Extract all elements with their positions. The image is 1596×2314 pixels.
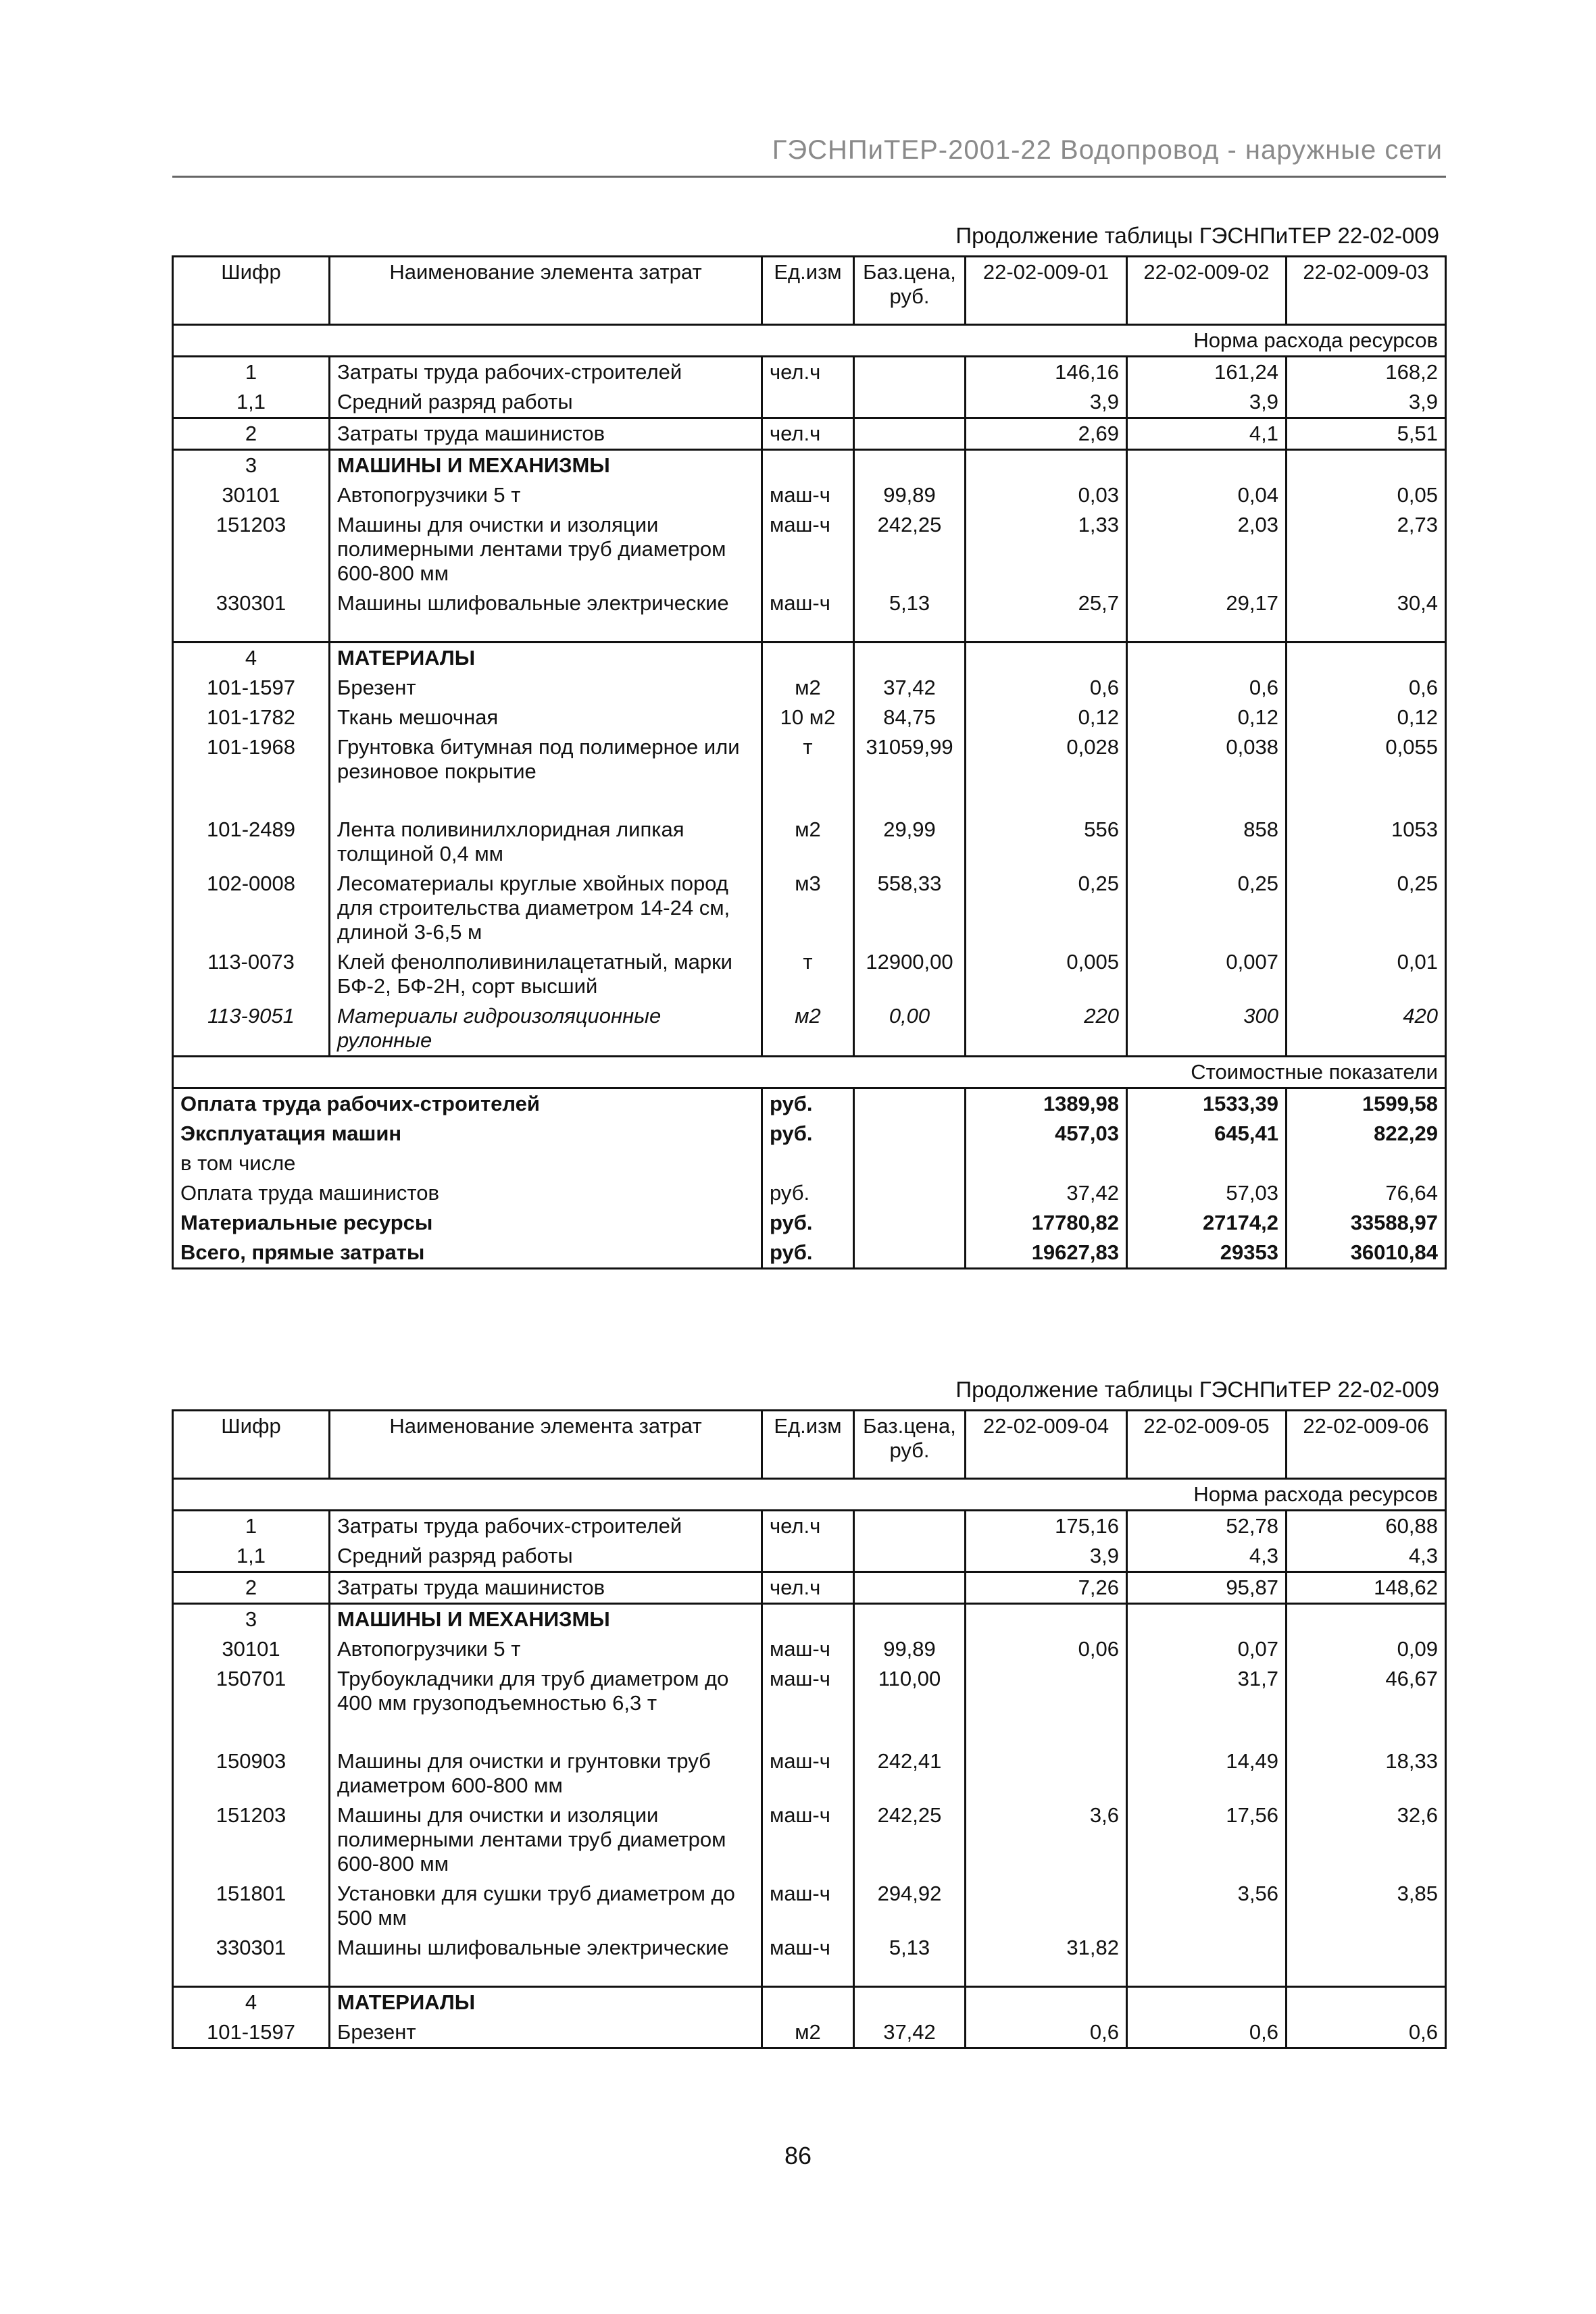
row-value-3: 0,25	[1287, 869, 1446, 947]
row-unit: маш-ч	[762, 510, 854, 588]
row-value-1: 175,16	[966, 1511, 1127, 1542]
row-name: Затраты труда рабочих-строителей	[330, 1511, 762, 1542]
cost-row	[173, 1149, 1446, 1178]
row-value-2: 300	[1127, 1001, 1287, 1057]
row-code: 113-0073	[173, 947, 330, 1001]
table-row	[173, 1801, 1446, 1879]
table-row	[173, 1511, 1446, 1542]
row-value-3: 2,73	[1287, 510, 1446, 588]
row-price	[854, 1572, 966, 1604]
cost-unit: руб.	[762, 1238, 854, 1269]
row-unit	[762, 387, 854, 418]
row-unit: чел.ч	[762, 357, 854, 388]
row-value-1: 0,03	[966, 480, 1127, 510]
row-name: Средний разряд работы	[330, 1541, 762, 1572]
running-header: ГЭСНПиТЕР-2001-22 Водопровод - наружные сети	[772, 135, 1443, 165]
row-name: Установки для сушки труб диаметром до 500 мм	[330, 1879, 762, 1933]
row-value-2: 0,007	[1127, 947, 1287, 1001]
row-price: 5,13	[854, 588, 966, 643]
row-price: 12900,00	[854, 947, 966, 1001]
row-code: 101-1597	[173, 2017, 330, 2048]
table-row	[173, 869, 1446, 947]
table-row	[173, 510, 1446, 588]
row-name: Затраты труда рабочих-строителей	[330, 357, 762, 388]
row-value-1: 3,9	[966, 1541, 1127, 1572]
row-code: 102-0008	[173, 869, 330, 947]
row-unit: т	[762, 947, 854, 1001]
header-price: Баз.цена, руб.	[854, 1411, 966, 1479]
row-name: Машины шлифовальные электрические	[330, 1933, 762, 1987]
row-code: 101-1968	[173, 732, 330, 815]
row-name: Брезент	[330, 2017, 762, 2048]
row-value-2: 0,038	[1127, 732, 1287, 815]
row-price: 31059,99	[854, 732, 966, 815]
cost-value-2: 29353	[1127, 1238, 1287, 1269]
row-value-3: 148,62	[1287, 1572, 1446, 1604]
row-value-2: 29,17	[1127, 588, 1287, 643]
row-value-2: 52,78	[1127, 1511, 1287, 1542]
row-price: 37,42	[854, 2017, 966, 2048]
cost-value-3: 1599,58	[1287, 1088, 1446, 1120]
row-code: 1,1	[173, 1541, 330, 1572]
row-name: Брезент	[330, 673, 762, 703]
row-value-3	[1287, 1933, 1446, 1987]
table2	[172, 1409, 1447, 2049]
table-row	[173, 418, 1446, 450]
table-row	[173, 1664, 1446, 1746]
row-value-2: 0,12	[1127, 703, 1287, 732]
row-value-3: 3,9	[1287, 387, 1446, 418]
header-code-6: 22-02-009-06	[1287, 1411, 1446, 1479]
row-value-2: 0,04	[1127, 480, 1287, 510]
row-value-2: 0,6	[1127, 673, 1287, 703]
row-code: 3	[173, 1604, 330, 1635]
cost-value-1: 17780,82	[966, 1208, 1127, 1238]
row-price	[854, 1511, 966, 1542]
row-value-2	[1127, 1933, 1287, 1987]
table-row	[173, 588, 1446, 643]
row-value-1: 3,9	[966, 387, 1127, 418]
row-code: 101-1597	[173, 673, 330, 703]
row-value-2: 17,56	[1127, 1801, 1287, 1879]
cost-value-2: 645,41	[1127, 1119, 1287, 1149]
cost-value-1: 1389,98	[966, 1088, 1127, 1120]
table-row	[173, 1634, 1446, 1664]
header-code-3: 22-02-009-03	[1287, 257, 1446, 325]
header-name: Наименование элемента затрат	[330, 257, 762, 325]
cost-value-3: 822,29	[1287, 1119, 1446, 1149]
row-price: 558,33	[854, 869, 966, 947]
section-title: МАТЕРИАЛЫ	[330, 643, 762, 674]
cost-unit: руб.	[762, 1088, 854, 1120]
row-value-1: 0,028	[966, 732, 1127, 815]
cost-name: Эксплуатация машин	[173, 1119, 762, 1149]
row-code: 1	[173, 357, 330, 388]
row-value-3: 168,2	[1287, 357, 1446, 388]
row-code: 4	[173, 643, 330, 674]
row-name: Клей фенолполивинилацетатный, марки БФ-2, БФ-2Н, сорт высший	[330, 947, 762, 1001]
table-row	[173, 815, 1446, 869]
row-name: Машины шлифовальные электрические	[330, 588, 762, 643]
row-price: 0,00	[854, 1001, 966, 1057]
row-value-1: 7,26	[966, 1572, 1127, 1604]
row-unit: маш-ч	[762, 1634, 854, 1664]
row-code: 3	[173, 450, 330, 481]
row-value-1	[966, 1664, 1127, 1746]
row-value-1: 0,6	[966, 673, 1127, 703]
cost-label: Стоимостные показатели	[173, 1057, 1446, 1088]
cost-value-1: 37,42	[966, 1178, 1127, 1208]
row-code: 150903	[173, 1746, 330, 1801]
norm-label-row	[173, 1479, 1446, 1511]
row-price: 5,13	[854, 1933, 966, 1987]
row-name: Автопогрузчики 5 т	[330, 1634, 762, 1664]
row-unit: маш-ч	[762, 1664, 854, 1746]
section-row	[173, 1987, 1446, 2018]
row-unit: т	[762, 732, 854, 815]
row-value-3: 5,51	[1287, 418, 1446, 450]
section-title: МАТЕРИАЛЫ	[330, 1987, 762, 2018]
row-price: 110,00	[854, 1664, 966, 1746]
row-unit	[762, 1541, 854, 1572]
row-value-1: 2,69	[966, 418, 1127, 450]
cost-name: в том числе	[173, 1149, 762, 1178]
cost-value-2: 27174,2	[1127, 1208, 1287, 1238]
cost-value-2: 1533,39	[1127, 1088, 1287, 1120]
row-code: 101-2489	[173, 815, 330, 869]
row-name: Средний разряд работы	[330, 387, 762, 418]
row-code: 4	[173, 1987, 330, 2018]
row-unit: маш-ч	[762, 588, 854, 643]
row-value-3: 0,01	[1287, 947, 1446, 1001]
cost-unit: руб.	[762, 1119, 854, 1149]
row-code: 30101	[173, 1634, 330, 1664]
row-price: 99,89	[854, 1634, 966, 1664]
table-row	[173, 732, 1446, 815]
header-code: Шифр	[173, 1411, 330, 1479]
row-code: 101-1782	[173, 703, 330, 732]
row-price: 84,75	[854, 703, 966, 732]
row-code: 30101	[173, 480, 330, 510]
row-value-3: 1053	[1287, 815, 1446, 869]
cost-row	[173, 1238, 1446, 1269]
table1-header-row	[173, 257, 1446, 325]
header-code: Шифр	[173, 257, 330, 325]
section-row	[173, 643, 1446, 674]
header-code-2: 22-02-009-02	[1127, 257, 1287, 325]
row-value-2: 0,6	[1127, 2017, 1287, 2048]
row-value-1: 31,82	[966, 1933, 1127, 1987]
row-value-3: 18,33	[1287, 1746, 1446, 1801]
row-price: 242,25	[854, 510, 966, 588]
row-name: Машины для очистки и изоляции полимерными лентами труб диаметром 600-800 мм	[330, 1801, 762, 1879]
cost-name: Всего, прямые затраты	[173, 1238, 762, 1269]
row-code: 1	[173, 1511, 330, 1542]
header-unit: Ед.изм	[762, 1411, 854, 1479]
row-name: Машины для очистки и изоляции полимерными лентами труб диаметром 600-800 мм	[330, 510, 762, 588]
header-price: Баз.цена, руб.	[854, 257, 966, 325]
cost-row	[173, 1088, 1446, 1120]
row-name: Автопогрузчики 5 т	[330, 480, 762, 510]
row-value-3: 30,4	[1287, 588, 1446, 643]
row-name: Затраты труда машинистов	[330, 1572, 762, 1604]
row-unit: маш-ч	[762, 1801, 854, 1879]
section-row	[173, 450, 1446, 481]
row-value-2: 3,9	[1127, 387, 1287, 418]
row-value-3: 420	[1287, 1001, 1446, 1057]
row-code: 151801	[173, 1879, 330, 1933]
row-value-2: 14,49	[1127, 1746, 1287, 1801]
row-value-1: 0,6	[966, 2017, 1127, 2048]
cost-value-3: 33588,97	[1287, 1208, 1446, 1238]
table-row	[173, 947, 1446, 1001]
row-name: Грунтовка битумная под полимерное или резиновое покрытие	[330, 732, 762, 815]
cost-unit: руб.	[762, 1178, 854, 1208]
row-value-1: 0,12	[966, 703, 1127, 732]
row-value-2: 2,03	[1127, 510, 1287, 588]
row-value-2: 0,07	[1127, 1634, 1287, 1664]
table-row	[173, 1933, 1446, 1987]
row-value-2: 3,56	[1127, 1879, 1287, 1933]
section-title: МАШИНЫ И МЕХАНИЗМЫ	[330, 1604, 762, 1635]
row-unit: м3	[762, 869, 854, 947]
table-row	[173, 357, 1446, 388]
row-price: 99,89	[854, 480, 966, 510]
row-value-2: 4,3	[1127, 1541, 1287, 1572]
row-value-3: 0,6	[1287, 2017, 1446, 2048]
table1	[172, 255, 1447, 1269]
cost-name: Материальные ресурсы	[173, 1208, 762, 1238]
row-name: Лента поливинилхлоридная липкая толщиной 0,4 мм	[330, 815, 762, 869]
table-row	[173, 1746, 1446, 1801]
cost-row	[173, 1208, 1446, 1238]
row-code: 151203	[173, 1801, 330, 1879]
row-code: 1,1	[173, 387, 330, 418]
cost-value-3: 36010,84	[1287, 1238, 1446, 1269]
cost-row	[173, 1178, 1446, 1208]
row-unit: маш-ч	[762, 1933, 854, 1987]
table-row	[173, 2017, 1446, 2048]
row-unit: чел.ч	[762, 1511, 854, 1542]
header-unit: Ед.изм	[762, 257, 854, 325]
row-value-3: 60,88	[1287, 1511, 1446, 1542]
row-price: 294,92	[854, 1879, 966, 1933]
table-row	[173, 1572, 1446, 1604]
table-row	[173, 1001, 1446, 1057]
row-value-1: 220	[966, 1001, 1127, 1057]
row-value-3: 0,055	[1287, 732, 1446, 815]
table1-caption: Продолжение таблицы ГЭСНПиТЕР 22-02-009	[955, 223, 1439, 248]
row-code: 151203	[173, 510, 330, 588]
row-value-1: 0,25	[966, 869, 1127, 947]
row-price: 242,41	[854, 1746, 966, 1801]
row-name: Трубоукладчики для труб диаметром до 400 мм грузоподъемностью 6,3 т	[330, 1664, 762, 1746]
row-price: 242,25	[854, 1801, 966, 1879]
row-name: Лесоматериалы круглые хвойных пород для строительства диаметром 14-24 см, длиной 3-6,5 м	[330, 869, 762, 947]
row-name: Ткань мешочная	[330, 703, 762, 732]
row-code: 330301	[173, 1933, 330, 1987]
cost-value-3: 76,64	[1287, 1178, 1446, 1208]
table-row	[173, 703, 1446, 732]
row-code: 150701	[173, 1664, 330, 1746]
cost-name: Оплата труда машинистов	[173, 1178, 762, 1208]
row-value-2: 161,24	[1127, 357, 1287, 388]
row-price: 37,42	[854, 673, 966, 703]
table2-header-row	[173, 1411, 1446, 1479]
table2-caption: Продолжение таблицы ГЭСНПиТЕР 22-02-009	[955, 1377, 1439, 1402]
row-unit: маш-ч	[762, 480, 854, 510]
row-price: 29,99	[854, 815, 966, 869]
row-unit: м2	[762, 815, 854, 869]
header-name: Наименование элемента затрат	[330, 1411, 762, 1479]
header-code-1: 22-02-009-01	[966, 257, 1127, 325]
row-price	[854, 387, 966, 418]
row-value-1: 556	[966, 815, 1127, 869]
header-code-4: 22-02-009-04	[966, 1411, 1127, 1479]
row-value-1: 0,06	[966, 1634, 1127, 1664]
row-name: Материалы гидроизоляционные рулонные	[330, 1001, 762, 1057]
cost-unit: руб.	[762, 1208, 854, 1238]
row-value-2: 858	[1127, 815, 1287, 869]
row-value-1: 25,7	[966, 588, 1127, 643]
table-row	[173, 1879, 1446, 1933]
section-row	[173, 1604, 1446, 1635]
row-unit: чел.ч	[762, 1572, 854, 1604]
norm-label: Норма расхода ресурсов	[173, 1479, 1446, 1511]
row-code: 2	[173, 1572, 330, 1604]
row-value-1: 0,005	[966, 947, 1127, 1001]
row-value-3: 46,67	[1287, 1664, 1446, 1746]
cost-value-2: 57,03	[1127, 1178, 1287, 1208]
row-value-1: 146,16	[966, 357, 1127, 388]
cost-value-1: 457,03	[966, 1119, 1127, 1149]
row-value-1	[966, 1879, 1127, 1933]
header-rule	[172, 176, 1446, 178]
row-value-3: 0,6	[1287, 673, 1446, 703]
row-value-1: 1,33	[966, 510, 1127, 588]
section-title: МАШИНЫ И МЕХАНИЗМЫ	[330, 450, 762, 481]
norm-label-row	[173, 325, 1446, 357]
row-value-3: 4,3	[1287, 1541, 1446, 1572]
table-row	[173, 1541, 1446, 1572]
row-value-3: 0,09	[1287, 1634, 1446, 1664]
page-number: 86	[784, 2142, 812, 2169]
cost-label-row	[173, 1057, 1446, 1088]
row-name: Затраты труда машинистов	[330, 418, 762, 450]
cost-value-1: 19627,83	[966, 1238, 1127, 1269]
row-unit: м2	[762, 1001, 854, 1057]
row-unit: маш-ч	[762, 1746, 854, 1801]
row-unit: чел.ч	[762, 418, 854, 450]
row-value-1	[966, 1746, 1127, 1801]
row-value-3: 0,12	[1287, 703, 1446, 732]
row-value-2: 0,25	[1127, 869, 1287, 947]
row-unit: м2	[762, 2017, 854, 2048]
row-price	[854, 357, 966, 388]
row-code: 113-9051	[173, 1001, 330, 1057]
cost-name: Оплата труда рабочих-строителей	[173, 1088, 762, 1120]
row-value-2: 31,7	[1127, 1664, 1287, 1746]
row-unit: м2	[762, 673, 854, 703]
row-value-3: 32,6	[1287, 1801, 1446, 1879]
row-code: 330301	[173, 588, 330, 643]
row-price	[854, 1541, 966, 1572]
row-value-3: 3,85	[1287, 1879, 1446, 1933]
row-name: Машины для очистки и грунтовки труб диаметром 600-800 мм	[330, 1746, 762, 1801]
row-price	[854, 418, 966, 450]
norm-label: Норма расхода ресурсов	[173, 325, 1446, 357]
row-value-3: 0,05	[1287, 480, 1446, 510]
row-value-2: 4,1	[1127, 418, 1287, 450]
row-value-1: 3,6	[966, 1801, 1127, 1879]
table-row	[173, 673, 1446, 703]
row-unit: маш-ч	[762, 1879, 854, 1933]
cost-row	[173, 1119, 1446, 1149]
header-code-5: 22-02-009-05	[1127, 1411, 1287, 1479]
row-value-2: 95,87	[1127, 1572, 1287, 1604]
row-code: 2	[173, 418, 330, 450]
table-row	[173, 480, 1446, 510]
row-unit: 10 м2	[762, 703, 854, 732]
table-row	[173, 387, 1446, 418]
